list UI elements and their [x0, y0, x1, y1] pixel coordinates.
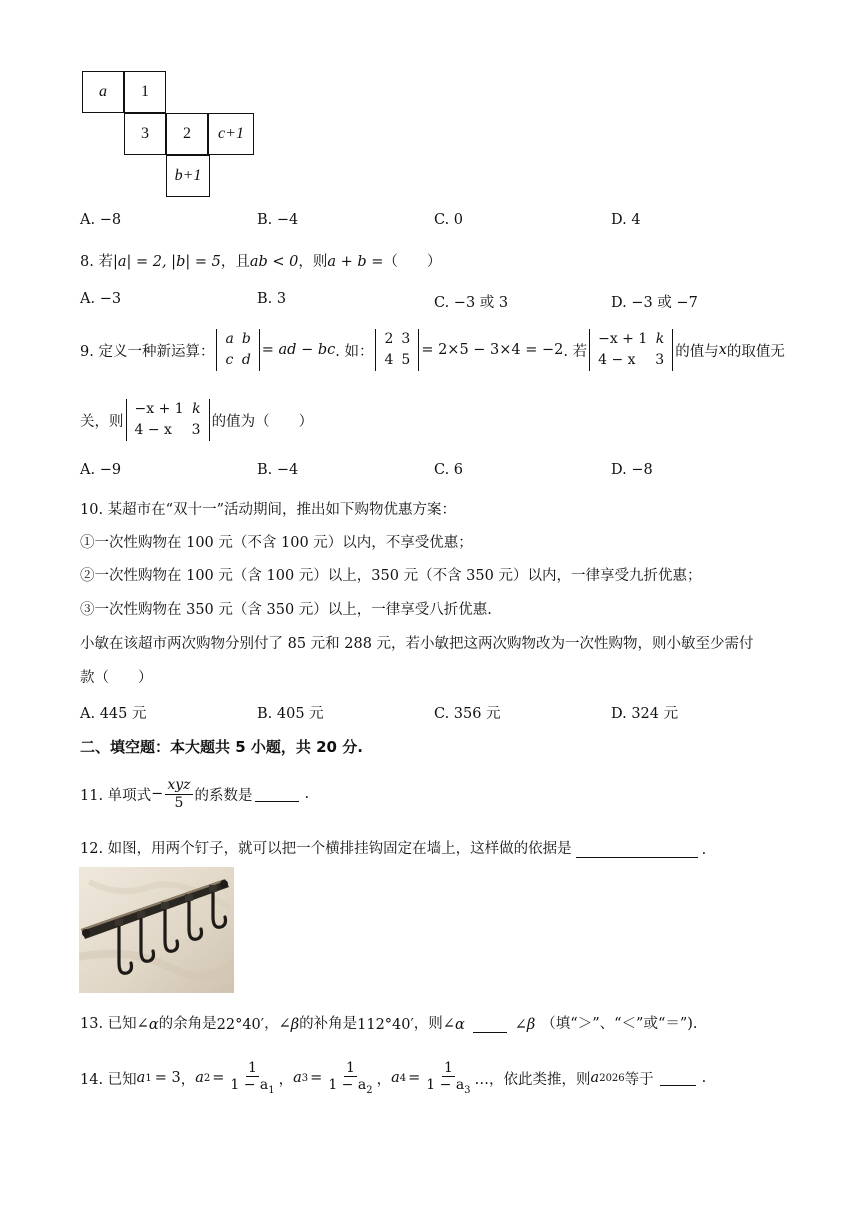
q9-stem-line2: 关，则 −x + 1 k 4 − x 3 的值为（ ）	[80, 398, 313, 442]
net-cell-1: 1	[124, 71, 166, 113]
determinant-k: −x + 1 k 4 − x 3	[589, 329, 673, 371]
q8-option-a[interactable]: A. −3	[80, 291, 122, 307]
q10-option-c[interactable]: C. 356 元	[434, 706, 501, 722]
q10-option-d[interactable]: D. 324 元	[611, 706, 679, 722]
q10-rule-2: ②一次性购物在 100 元（含 100 元）以上，350 元（不含 350 元）以内，一律享受九折优惠；	[80, 568, 702, 584]
q8-stem: 8. 若|a| = 2, |b| = 5，且ab < 0，则a + b =（ ）	[80, 254, 442, 270]
net-cell-b-plus-1: b+1	[166, 155, 210, 197]
q10-option-b[interactable]: B. 405 元	[257, 706, 324, 722]
net-cell-2: 2	[166, 113, 208, 155]
section-fill-in-title: 二、填空题：本大题共 5 小题，共 20 分.	[80, 738, 363, 756]
hook-rack-photo	[79, 867, 234, 993]
q14-answer-blank[interactable]	[660, 1071, 696, 1086]
q10-option-a[interactable]: A. 445 元	[80, 706, 147, 722]
determinant-definition: a b c d	[216, 329, 259, 371]
q7-option-c[interactable]: C. 0	[434, 212, 464, 228]
determinant-k-value: −x + 1 k 4 − x 3	[126, 399, 210, 441]
q12-stem: 12. 如图，用两个钉子，就可以把一个横排挂钩固定在墙上，这样做的依据是 .	[80, 841, 707, 858]
q10-line-4: 小敏在该超市两次购物分别付了 85 元和 288 元，若小敏把这两次购物改为一次性购物，则小敏至少需付	[80, 636, 754, 652]
q9-stem-line1: 9. 定义一种新运算： a b c d = ad − bc . 如： 2 3 4 5 = 2×5 − 3×4 = −2 . 若 −x + 1 k 4 − x 3 的值与 x 的取值无	[80, 328, 785, 372]
q9-option-d[interactable]: D. −8	[611, 462, 653, 478]
q14-stem: 14. 已知 a 1 = 3 ， a 2 = $\frac{1}{1 - a_1}$ ， a 3 = $\frac{1}{1 - a_2}$ ， a 4 = $\frac{1}{1 - a_3}$ …，依此类推，则 a 2026 等于 .	[80, 1059, 707, 1096]
q7-option-b[interactable]: B. −4	[257, 212, 299, 228]
q13-answer-blank[interactable]	[473, 1018, 507, 1033]
q9-option-a[interactable]: A. −9	[80, 462, 122, 478]
q9-option-c[interactable]: C. 6	[434, 462, 464, 478]
q12-answer-blank[interactable]	[576, 843, 698, 858]
q10-rule-1: ①一次性购物在 100 元（不含 100 元）以内，不享受优惠；	[80, 535, 473, 551]
q10-rule-3: ③一次性购物在 350 元（含 350 元）以上，一律享受八折优惠.	[80, 602, 492, 618]
net-cell-3: 3	[124, 113, 166, 155]
q11-stem: 11. 单项式 − $\frac{\text{xyz}}{5}$ 的系数是 .	[80, 777, 310, 811]
q7-option-a[interactable]: A. −8	[80, 212, 122, 228]
q8-option-b[interactable]: B. 3	[257, 291, 287, 307]
net-cell-c-plus-1: c+1	[208, 113, 254, 155]
hook-rack-image	[79, 867, 234, 993]
q8-option-c[interactable]: C. −3 或 3	[434, 295, 509, 311]
q8-option-d[interactable]: D. −3 或 −7	[611, 295, 698, 311]
q9-option-b[interactable]: B. −4	[257, 462, 299, 478]
q10-line-5: 款（ ）	[80, 670, 153, 686]
net-cell-a: a	[82, 71, 124, 113]
q7-option-d[interactable]: D. 4	[611, 212, 641, 228]
q11-fraction: $\frac{\text{xyz}}{5}$	[167, 777, 191, 811]
q13-stem: 13. 已知∠ α 的余角是 22°40′ ，∠ β 的补角是 112°40′ ，则∠ α ∠ β （填“＞”、“＜”或“＝”).	[80, 1016, 698, 1033]
q11-answer-blank[interactable]	[255, 787, 299, 802]
determinant-example: 2 3 4 5	[375, 329, 419, 371]
q10-stem: 10. 某超市在“双十一”活动期间，推出如下购物优惠方案：	[80, 502, 456, 518]
